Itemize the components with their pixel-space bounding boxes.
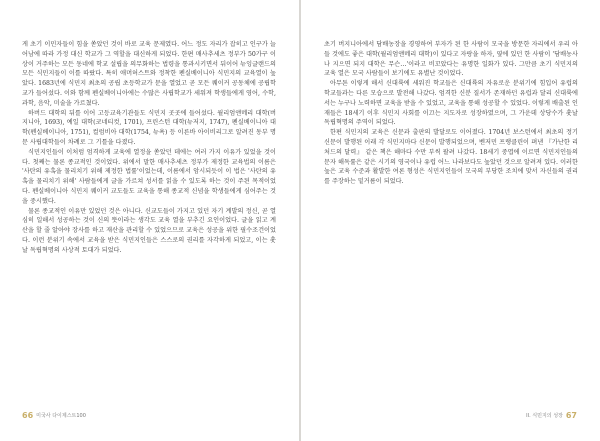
right-running-footer: II. 식민지의 성장 xyxy=(526,413,563,419)
left-paragraph-4: 물론 종교적인 이유만 있었던 것은 아니다. 신교도들이 가지고 있던 자기 계발의 정신, 곧 열심히 일해서 성공하는 것이 신의 뜻이라는 생각도 교육 열을 부추긴 요인이었다. 글을 읽고 계산을 할 줄 알아야 장사를 하고 재산을 관리할 수 있었으므로 교육은 성공을 위한 필수조건이었다. 이런 분위기 속에서 교육을 받은 식민지인들은 스스로의 권리를 자각하게 되었고, 이는 훗날 독립혁명의 사상적 토대가 되었다. xyxy=(22,207,276,254)
right-paragraph-2: 아무튼 이렇게 해서 신대륙에 세워진 학교들은 신대륙의 자유로운 분위기에 힘입어 유럽의 학교들과는 다른 모습으로 발전해 나갔다. 엄격한 신분 질서가 존재하던 유럽과 달리 신대륙에서는 누구나 노력하면 교육을 받을 수 있었고, 교육을 통해 성공할 수 있었다. 이렇게 배출된 인재들은 18세기 이후 식민지 사회를 이끄는 지도자로 성장하였으며, 그 가운데 상당수가 훗날 독립혁명의 주역이 되었다. xyxy=(324,80,578,127)
right-paragraph-3: 한편 식민지의 교육은 신문과 출판의 발달로도 이어졌다. 1704년 보스턴에서 최초의 정기 신문이 발행된 이래 각 식민지마다 신문이 발행되었으며, 벤저민 프랭클린이 펴낸 『가난한 리처드의 달력』 같은 책은 해마다 수만 부씩 팔려 나갔다. 18세기 중엽에 이르면 식민지인들의 문자 해독률은 같은 시기의 영국이나 유럽 어느 나라보다도 높았던 것으로 알려져 있다. 이러한 높은 교육 수준과 활발한 여론 형성은 식민지인들이 모국의 부당한 조치에 맞서 자신들의 권리를 주장하는 밑거름이 되었다. xyxy=(324,129,578,186)
right-page-body xyxy=(324,40,578,408)
left-page-footer xyxy=(22,412,86,420)
left-paragraph-1: 게 초기 이민자들이 힘을 쏟았던 것이 바로 교육 문제였다. 어느 정도 자리가 잡히고 인구가 늘어남에 따라 가정 대신 학교가 그 역할을 대신하게 되었다. 한편 매사추세츠 정부가 50가구 이상이 거주하는 모든 동네에 학교 설립을 의무화하는 법령을 통과시키면서 뒤이어 뉴잉글랜드의 모든 식민지들이 이를 따랐다. 특히 애머허스트와 정착한 펜실베이니아 식민지의 교육열이 높았다. 1683년에 식민지 최초의 공립 초등학교가 문을 열었고 곧 모든 퀘이커 공동체에 공립학교가 들어섰다. 이와 함께 펜실베이니아에는 수많은 사립학교가 세워져 학생들에게 영어, 수학, 과학, 음악, 미술을 가르쳤다. xyxy=(22,41,276,107)
left-page-number: 66 xyxy=(22,411,34,420)
left-page-body xyxy=(22,40,276,408)
right-page-footer xyxy=(526,412,577,420)
left-paragraph-3: 식민지인들이 이처럼 엄격하게 교육에 열정을 쏟았던 데에는 여러 가지 이유가 있었을 것이다. 첫째는 물론 종교적인 것이었다. 위에서 말한 매사추세츠 정부가 제정한 교육법의 이름은 '사탄의 유혹을 물리치기 위해 제정한 법률'이었는데, 이름에서 암시되듯이 이 법은 '사탄의 유혹을 물리치기 위해' 사람들에게 글을 가르쳐 성서를 읽을 수 있도록 하는 것이 주된 목적이었다. 펜실베이니아 식민지 퀘이커 교도들도 교육을 통해 종교적 신념을 학생들에게 심어주는 것을 중시했다. xyxy=(22,148,276,205)
right-page xyxy=(301,0,600,441)
left-page xyxy=(0,0,299,441)
right-paragraph-1: 초기 버지니아에서 담배농장을 경영하여 부자가 된 한 사람이 모국을 방문한 자리에서 우리 아들 것에도 좋은 대학(윌리엄앤메리 대학)이 있다고 자랑을 하자, 옆에 있던 한 사람이 '담배농사나 지으면 되지 대학은 무슨…'이라고 비꼬았다는 유명한 일화가 있다. 그만큼 초기 식민지의 교육 열은 모국 사람들이 보기에도 유별난 것이었다. xyxy=(324,41,578,78)
right-page-number: 67 xyxy=(565,411,577,420)
left-running-footer: 미국사 다이제스트100 xyxy=(36,413,86,419)
left-paragraph-2: 하버드 대학의 뒤를 이어 고등교육기관들도 식민지 곳곳에 들어섰다. 윌리엄앤메리 대학(버지니아, 1693), 예일 대학(코네티컷, 1701), 프린스턴 대학(뉴저지, 1747), 펜실베이니아 대학(펜실베이니아, 1751), 컬럼비아 대학(1754, 뉴욕) 등 이른바 아이비리그로 알려진 동부 명문 사립대학들이 차례로 그 기틀을 다졌다. xyxy=(22,109,276,146)
